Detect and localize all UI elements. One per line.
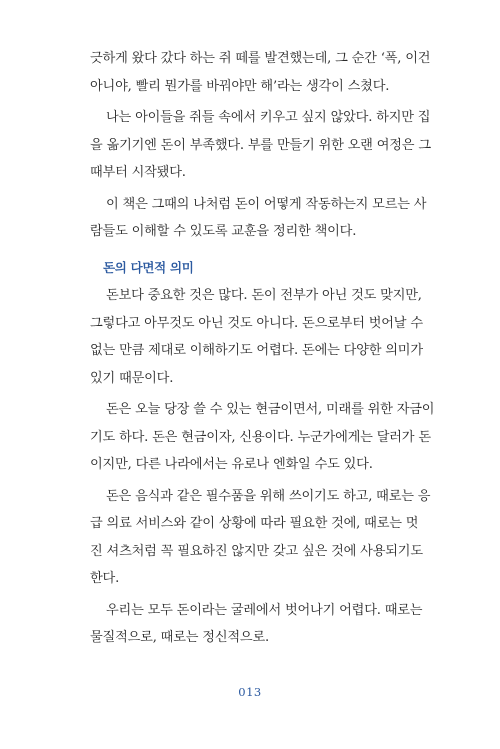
text-line: 때부터 시작됐다.: [90, 165, 186, 180]
paragraph: [90, 597, 430, 652]
text-line: 나는 아이들을 쥐들 속에서 키우고 싶지 않았다. 하지만 집: [106, 110, 431, 125]
paragraph: [90, 483, 430, 593]
paragraph: [90, 282, 430, 392]
paragraph: [90, 45, 430, 100]
body-text-bottom: [90, 282, 435, 652]
text-line: 이 책은 그때의 나처럼 돈이 어떻게 작동하는지 모르는 사: [106, 196, 427, 212]
text-line: 우리는 모두 돈이라는 굴레에서 벗어나기 어렵다. 때로는: [106, 602, 423, 618]
text-line: 진 셔츠처럼 꼭 필요하진 않지만 갖고 싶은 것에 사용되기도: [90, 543, 423, 559]
text-line: 람들도 이해할 수 있도록 교훈을 정리한 책이다.: [90, 224, 357, 239]
text-line: 그렇다고 아무것도 아닌 것도 아니다. 돈으로부터 벗어날 수: [90, 315, 423, 331]
text-line: 급 의료 서비스와 같이 상황에 따라 필요한 것에, 때로는 멋: [90, 516, 419, 531]
paragraph: [90, 396, 435, 479]
text-line: 없는 만큼 제대로 이해하기도 어렵다. 돈에는 다양한 의미가: [90, 343, 423, 358]
text-line: 돈은 음식과 같은 필수품을 위해 쓰이기도 하고, 때로는 응: [106, 488, 431, 504]
paragraph: [90, 104, 430, 187]
page-number: 013: [238, 685, 262, 699]
text-line: 기도 하다. 돈은 현금이자, 신용이다. 누군가에게는 달러가 돈: [90, 429, 431, 445]
text-line: 있기 때문이다.: [90, 370, 174, 386]
paragraph: [90, 191, 430, 246]
text-line: 이지만, 다른 나라에서는 유로나 엔화일 수도 있다.: [90, 457, 373, 472]
text-line: 돈보다 중요한 것은 많다. 돈이 전부가 아닌 것도 맞지만,: [106, 288, 422, 303]
section-heading: 돈의 다면적 의미: [103, 260, 194, 275]
text-line: 을 옮기기엔 돈이 부족했다. 부를 만들기 위한 오랜 여정은 그: [90, 137, 431, 153]
body-text-top: [90, 45, 430, 246]
text-line: 물질적으로, 때로는 정신적으로.: [90, 630, 269, 645]
text-line: 돈은 오늘 당장 쓸 수 있는 현금이면서, 미래를 위한 자금이: [106, 402, 435, 417]
text-line: 한다.: [90, 571, 120, 586]
text-line: 긋하게 왔다 갔다 하는 쥐 떼를 발견했는데, 그 순간 ‘폭, 이건: [90, 51, 431, 66]
text-line: 아니야, 빨리 뭔가를 바꿔야만 해’라는 생각이 스쳤다.: [90, 78, 390, 94]
